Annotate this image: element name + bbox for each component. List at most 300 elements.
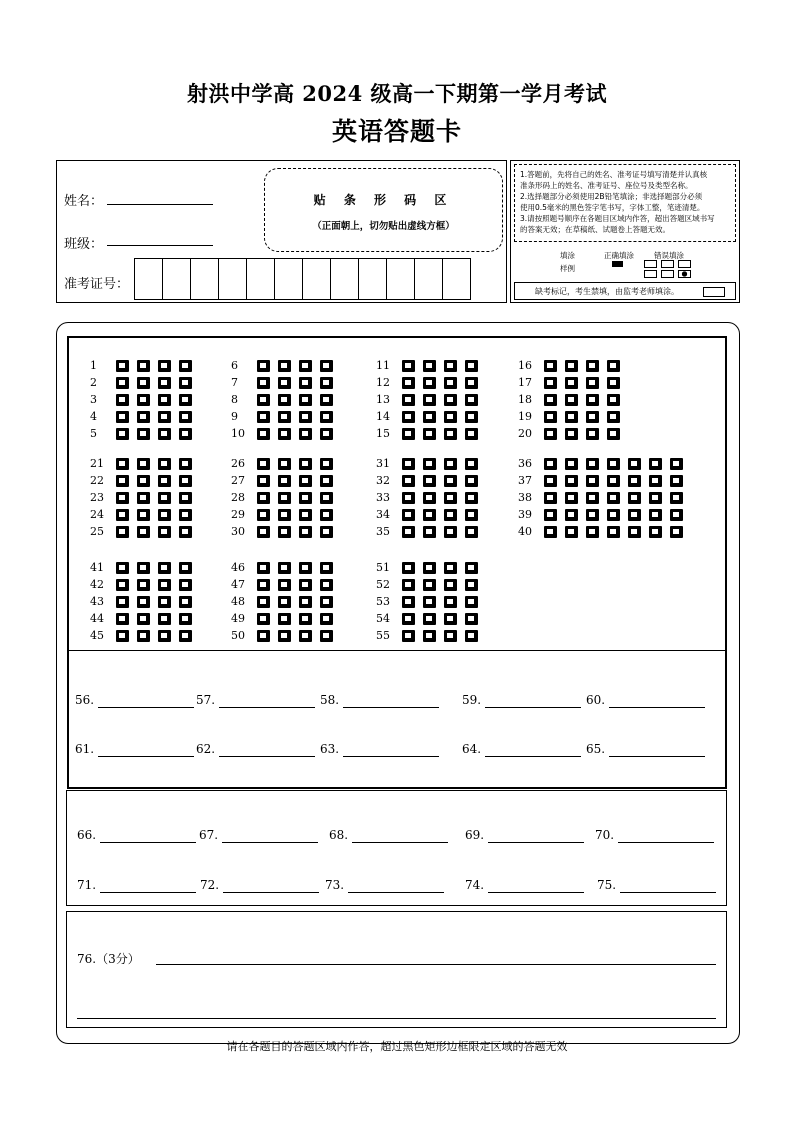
answer-bubble[interactable] bbox=[320, 458, 333, 470]
answer-bubble[interactable] bbox=[278, 394, 291, 406]
answer-bubble[interactable] bbox=[586, 509, 599, 521]
answer-bubble[interactable] bbox=[137, 492, 150, 504]
answer-bubble[interactable] bbox=[257, 411, 270, 423]
answer-bubble[interactable] bbox=[444, 579, 457, 591]
answer-bubble[interactable] bbox=[423, 377, 436, 389]
answer-bubble[interactable] bbox=[257, 377, 270, 389]
answer-bubble[interactable] bbox=[402, 458, 415, 470]
answer-bubble[interactable] bbox=[544, 428, 557, 440]
answer-bubble[interactable] bbox=[257, 526, 270, 538]
answer-bubble[interactable] bbox=[565, 428, 578, 440]
answer-bubble[interactable] bbox=[179, 562, 192, 574]
answer-bubble[interactable] bbox=[649, 475, 662, 487]
blank-number: 58. bbox=[320, 693, 340, 707]
answer-bubble[interactable] bbox=[278, 630, 291, 642]
answer-bubble[interactable] bbox=[179, 360, 192, 372]
answer-bubble[interactable] bbox=[607, 458, 620, 470]
answer-bubble[interactable] bbox=[137, 630, 150, 642]
answer-bubble[interactable] bbox=[158, 562, 171, 574]
id-cell[interactable] bbox=[163, 258, 191, 300]
blank-answer-line[interactable] bbox=[223, 892, 319, 893]
answer-bubble[interactable] bbox=[116, 596, 129, 608]
instruction-line: 1.答题前，先将自己的姓名、准考证号填写清楚并认真核 bbox=[520, 170, 708, 179]
question-number: 8 bbox=[231, 393, 238, 406]
answer-bubble[interactable] bbox=[299, 509, 312, 521]
answer-bubble[interactable] bbox=[628, 526, 641, 538]
answer-bubble[interactable] bbox=[179, 630, 192, 642]
answer-bubble[interactable] bbox=[116, 579, 129, 591]
answer-bubble[interactable] bbox=[299, 579, 312, 591]
answer-bubble[interactable] bbox=[257, 509, 270, 521]
answer-bubble[interactable] bbox=[444, 360, 457, 372]
answer-bubble[interactable] bbox=[586, 360, 599, 372]
answer-bubble[interactable] bbox=[628, 458, 641, 470]
question-number: 42 bbox=[90, 578, 104, 591]
blank-answer-line[interactable] bbox=[219, 707, 315, 708]
answer-bubble[interactable] bbox=[137, 360, 150, 372]
answer-bubble[interactable] bbox=[320, 579, 333, 591]
answer-bubble[interactable] bbox=[402, 428, 415, 440]
id-cell[interactable] bbox=[415, 258, 443, 300]
blank-answer-line[interactable] bbox=[100, 842, 196, 843]
answer-bubble[interactable] bbox=[116, 360, 129, 372]
answer-bubble[interactable] bbox=[137, 613, 150, 625]
answer-bubble[interactable] bbox=[465, 492, 478, 504]
answer-bubble[interactable] bbox=[423, 475, 436, 487]
answer-bubble[interactable] bbox=[423, 394, 436, 406]
answer-bubble[interactable] bbox=[299, 613, 312, 625]
answer-bubble[interactable] bbox=[402, 526, 415, 538]
answer-bubble[interactable] bbox=[444, 428, 457, 440]
answer-bubble[interactable] bbox=[444, 394, 457, 406]
answer-bubble[interactable] bbox=[320, 596, 333, 608]
answer-bubble[interactable] bbox=[465, 475, 478, 487]
answer-bubble[interactable] bbox=[158, 360, 171, 372]
answer-bubble[interactable] bbox=[137, 509, 150, 521]
answer-bubble[interactable] bbox=[444, 377, 457, 389]
answer-bubble[interactable] bbox=[465, 411, 478, 423]
answer-bubble[interactable] bbox=[607, 492, 620, 504]
answer-bubble[interactable] bbox=[628, 509, 641, 521]
answer-bubble[interactable] bbox=[565, 492, 578, 504]
answer-bubble[interactable] bbox=[423, 526, 436, 538]
answer-bubble[interactable] bbox=[444, 411, 457, 423]
question-number: 27 bbox=[231, 474, 245, 487]
id-cell[interactable] bbox=[135, 258, 163, 300]
answer-bubble[interactable] bbox=[299, 428, 312, 440]
answer-bubble[interactable] bbox=[544, 492, 557, 504]
answer-bubble[interactable] bbox=[137, 579, 150, 591]
answer-bubble[interactable] bbox=[423, 492, 436, 504]
instruction-line: 使用0.5毫米的黑色签字笔书写，字体工整，笔迹清楚。 bbox=[520, 203, 705, 212]
answer-bubble[interactable] bbox=[607, 411, 620, 423]
id-cell[interactable] bbox=[275, 258, 303, 300]
answer-bubble[interactable] bbox=[278, 377, 291, 389]
answer-bubble[interactable] bbox=[179, 509, 192, 521]
name-field[interactable] bbox=[107, 204, 213, 205]
answer-bubble[interactable] bbox=[465, 596, 478, 608]
answer-bubble[interactable] bbox=[544, 509, 557, 521]
answer-bubble[interactable] bbox=[299, 411, 312, 423]
answer-bubble[interactable] bbox=[544, 411, 557, 423]
answer-bubble[interactable] bbox=[465, 509, 478, 521]
answer-bubble[interactable] bbox=[320, 360, 333, 372]
question-number: 24 bbox=[90, 508, 104, 521]
id-cell[interactable] bbox=[359, 258, 387, 300]
answer-bubble[interactable] bbox=[320, 526, 333, 538]
question-number: 55 bbox=[376, 629, 390, 642]
answer-bubble[interactable] bbox=[586, 394, 599, 406]
answer-bubble[interactable] bbox=[116, 475, 129, 487]
answer-bubble[interactable] bbox=[670, 475, 683, 487]
answer-bubble[interactable] bbox=[179, 613, 192, 625]
answer-bubble[interactable] bbox=[320, 411, 333, 423]
answer-bubble[interactable] bbox=[607, 394, 620, 406]
answer-bubble[interactable] bbox=[158, 596, 171, 608]
answer-bubble[interactable] bbox=[116, 428, 129, 440]
id-cell[interactable] bbox=[303, 258, 331, 300]
answer-bubble[interactable] bbox=[670, 458, 683, 470]
answer-bubble[interactable] bbox=[444, 630, 457, 642]
blank-answer-line[interactable] bbox=[348, 892, 444, 893]
answer-bubble[interactable] bbox=[565, 509, 578, 521]
answer-bubble[interactable] bbox=[586, 428, 599, 440]
blank-answer-line[interactable] bbox=[98, 707, 194, 708]
answer-bubble[interactable] bbox=[320, 509, 333, 521]
answer-bubble[interactable] bbox=[278, 411, 291, 423]
answer-bubble[interactable] bbox=[444, 492, 457, 504]
answer-bubble[interactable] bbox=[402, 579, 415, 591]
answer-bubble[interactable] bbox=[465, 630, 478, 642]
id-cell[interactable] bbox=[443, 258, 471, 300]
answer-bubble[interactable] bbox=[465, 377, 478, 389]
answer-bubble[interactable] bbox=[649, 492, 662, 504]
answer-bubble[interactable] bbox=[278, 613, 291, 625]
answer-bubble[interactable] bbox=[465, 394, 478, 406]
answer-bubble[interactable] bbox=[257, 562, 270, 574]
answer-bubble[interactable] bbox=[402, 562, 415, 574]
id-cell[interactable] bbox=[191, 258, 219, 300]
answer-bubble[interactable] bbox=[320, 394, 333, 406]
blank-answer-line[interactable] bbox=[488, 842, 584, 843]
example-label: 样例 bbox=[560, 264, 575, 273]
blank-number: 60. bbox=[586, 693, 606, 707]
answer-bubble[interactable] bbox=[444, 475, 457, 487]
answer-bubble[interactable] bbox=[320, 492, 333, 504]
answer-bubble[interactable] bbox=[179, 411, 192, 423]
answer-bubble[interactable] bbox=[179, 596, 192, 608]
question-number: 31 bbox=[376, 457, 390, 470]
answer-bubble[interactable] bbox=[257, 458, 270, 470]
answer-bubble[interactable] bbox=[116, 562, 129, 574]
answer-bubble[interactable] bbox=[179, 394, 192, 406]
answer-bubble[interactable] bbox=[299, 394, 312, 406]
answer-bubble[interactable] bbox=[158, 428, 171, 440]
answer-bubble[interactable] bbox=[586, 377, 599, 389]
answer-bubble[interactable] bbox=[278, 579, 291, 591]
answer-bubble[interactable] bbox=[137, 526, 150, 538]
answer-bubble[interactable] bbox=[649, 458, 662, 470]
answer-bubble[interactable] bbox=[465, 360, 478, 372]
answer-bubble[interactable] bbox=[423, 509, 436, 521]
question-number: 43 bbox=[90, 595, 104, 608]
answer-bubble[interactable] bbox=[158, 579, 171, 591]
answer-bubble[interactable] bbox=[565, 377, 578, 389]
answer-bubble[interactable] bbox=[278, 360, 291, 372]
answer-bubble[interactable] bbox=[158, 492, 171, 504]
question-number: 15 bbox=[376, 427, 390, 440]
answer-bubble[interactable] bbox=[423, 579, 436, 591]
answer-bubble[interactable] bbox=[116, 411, 129, 423]
answer-bubble[interactable] bbox=[465, 458, 478, 470]
question-number: 6 bbox=[231, 359, 238, 372]
answer-bubble[interactable] bbox=[607, 428, 620, 440]
answer-bubble[interactable] bbox=[278, 492, 291, 504]
answer-bubble[interactable] bbox=[423, 596, 436, 608]
class-field[interactable] bbox=[107, 245, 213, 246]
blank-answer-line[interactable] bbox=[352, 842, 448, 843]
answer-bubble[interactable] bbox=[565, 394, 578, 406]
answer-bubble[interactable] bbox=[158, 411, 171, 423]
answer-bubble[interactable] bbox=[278, 509, 291, 521]
answer-bubble[interactable] bbox=[137, 596, 150, 608]
answer-bubble[interactable] bbox=[299, 492, 312, 504]
answer-bubble[interactable] bbox=[158, 509, 171, 521]
answer-bubble[interactable] bbox=[586, 458, 599, 470]
answer-bubble[interactable] bbox=[158, 458, 171, 470]
answer-bubble[interactable] bbox=[423, 562, 436, 574]
blank-answer-line[interactable] bbox=[100, 892, 196, 893]
instruction-line: 准条形码上的姓名、准考证号、座位号及类型名称。 bbox=[520, 181, 693, 190]
answer-bubble[interactable] bbox=[257, 630, 270, 642]
answer-bubble[interactable] bbox=[465, 613, 478, 625]
answer-bubble[interactable] bbox=[278, 526, 291, 538]
answer-bubble[interactable] bbox=[320, 475, 333, 487]
answer-bubble[interactable] bbox=[607, 360, 620, 372]
answer-bubble[interactable] bbox=[444, 458, 457, 470]
blank-answer-line[interactable] bbox=[98, 756, 194, 757]
answer-bubble[interactable] bbox=[257, 579, 270, 591]
answer-bubble[interactable] bbox=[423, 360, 436, 372]
answer-bubble[interactable] bbox=[423, 630, 436, 642]
answer-bubble[interactable] bbox=[179, 475, 192, 487]
blank-answer-line[interactable] bbox=[618, 842, 714, 843]
answer-bubble[interactable] bbox=[544, 526, 557, 538]
answer-bubble[interactable] bbox=[402, 411, 415, 423]
answer-bubble[interactable] bbox=[565, 458, 578, 470]
answer-bubble[interactable] bbox=[179, 458, 192, 470]
id-cell[interactable] bbox=[331, 258, 359, 300]
answer-bubble[interactable] bbox=[607, 475, 620, 487]
answer-bubble[interactable] bbox=[137, 394, 150, 406]
answer-bubble[interactable] bbox=[179, 377, 192, 389]
answer-bubble[interactable] bbox=[402, 596, 415, 608]
answer-bubble[interactable] bbox=[320, 630, 333, 642]
answer-bubble[interactable] bbox=[299, 596, 312, 608]
answer-bubble[interactable] bbox=[278, 596, 291, 608]
answer-bubble[interactable] bbox=[402, 377, 415, 389]
essay-line-1[interactable] bbox=[156, 964, 716, 965]
answer-bubble[interactable] bbox=[137, 458, 150, 470]
blank-answer-line[interactable] bbox=[485, 707, 581, 708]
answer-bubble[interactable] bbox=[465, 562, 478, 574]
answer-bubble[interactable] bbox=[670, 509, 683, 521]
answer-bubble[interactable] bbox=[402, 630, 415, 642]
answer-bubble[interactable] bbox=[158, 526, 171, 538]
essay-line-2[interactable] bbox=[77, 1018, 716, 1019]
fill-in-box-2 bbox=[66, 790, 727, 906]
id-cell[interactable] bbox=[387, 258, 415, 300]
answer-bubble[interactable] bbox=[586, 526, 599, 538]
answer-bubble[interactable] bbox=[607, 526, 620, 538]
answer-bubble[interactable] bbox=[544, 377, 557, 389]
answer-bubble[interactable] bbox=[402, 394, 415, 406]
blank-answer-line[interactable] bbox=[620, 892, 716, 893]
answer-bubble[interactable] bbox=[179, 579, 192, 591]
answer-bubble[interactable] bbox=[257, 475, 270, 487]
answer-bubble[interactable] bbox=[402, 492, 415, 504]
answer-bubble[interactable] bbox=[158, 377, 171, 389]
answer-bubble[interactable] bbox=[299, 562, 312, 574]
absent-label: 缺考标记，考生禁填，由监考老师填涂。 bbox=[535, 287, 679, 296]
answer-bubble[interactable] bbox=[565, 360, 578, 372]
answer-bubble[interactable] bbox=[179, 526, 192, 538]
answer-bubble[interactable] bbox=[257, 394, 270, 406]
answer-bubble[interactable] bbox=[158, 630, 171, 642]
blank-number: 57. bbox=[196, 693, 216, 707]
answer-bubble[interactable] bbox=[544, 394, 557, 406]
essay-box bbox=[66, 911, 727, 1028]
answer-bubble[interactable] bbox=[423, 613, 436, 625]
blank-answer-line[interactable] bbox=[343, 756, 439, 757]
answer-bubble[interactable] bbox=[158, 475, 171, 487]
answer-bubble[interactable] bbox=[465, 579, 478, 591]
question-number: 10 bbox=[231, 427, 245, 440]
answer-bubble[interactable] bbox=[179, 428, 192, 440]
answer-bubble[interactable] bbox=[179, 492, 192, 504]
answer-bubble[interactable] bbox=[670, 492, 683, 504]
blank-answer-line[interactable] bbox=[343, 707, 439, 708]
answer-bubble[interactable] bbox=[299, 526, 312, 538]
answer-bubble[interactable] bbox=[444, 596, 457, 608]
answer-bubble[interactable] bbox=[586, 475, 599, 487]
answer-bubble[interactable] bbox=[670, 526, 683, 538]
answer-bubble[interactable] bbox=[320, 428, 333, 440]
answer-bubble[interactable] bbox=[257, 428, 270, 440]
answer-bubble[interactable] bbox=[116, 630, 129, 642]
absent-checkbox[interactable] bbox=[703, 287, 725, 297]
answer-bubble[interactable] bbox=[565, 526, 578, 538]
blank-answer-line[interactable] bbox=[222, 842, 318, 843]
exam-id-cells[interactable] bbox=[134, 258, 471, 300]
wrong-fill-label: 错误填涂 bbox=[654, 251, 684, 260]
answer-bubble[interactable] bbox=[607, 377, 620, 389]
question-number: 46 bbox=[231, 561, 245, 574]
answer-bubble[interactable] bbox=[137, 428, 150, 440]
answer-bubble[interactable] bbox=[299, 377, 312, 389]
id-cell[interactable] bbox=[247, 258, 275, 300]
blank-number: 68. bbox=[329, 828, 349, 842]
answer-bubble[interactable] bbox=[299, 458, 312, 470]
answer-bubble[interactable] bbox=[278, 562, 291, 574]
blank-answer-line[interactable] bbox=[485, 756, 581, 757]
answer-bubble[interactable] bbox=[116, 526, 129, 538]
answer-bubble[interactable] bbox=[158, 394, 171, 406]
answer-bubble[interactable] bbox=[116, 509, 129, 521]
answer-bubble[interactable] bbox=[402, 509, 415, 521]
answer-bubble[interactable] bbox=[299, 630, 312, 642]
answer-bubble[interactable] bbox=[423, 411, 436, 423]
answer-bubble[interactable] bbox=[423, 428, 436, 440]
answer-bubble[interactable] bbox=[278, 458, 291, 470]
answer-bubble[interactable] bbox=[586, 492, 599, 504]
answer-bubble[interactable] bbox=[565, 411, 578, 423]
answer-bubble[interactable] bbox=[257, 596, 270, 608]
wrong-mark-half bbox=[661, 270, 674, 278]
answer-bubble[interactable] bbox=[137, 411, 150, 423]
question-number: 1 bbox=[90, 359, 97, 372]
answer-bubble[interactable] bbox=[649, 526, 662, 538]
answer-bubble[interactable] bbox=[565, 475, 578, 487]
answer-bubble[interactable] bbox=[116, 377, 129, 389]
answer-bubble[interactable] bbox=[320, 613, 333, 625]
answer-bubble[interactable] bbox=[116, 394, 129, 406]
answer-bubble[interactable] bbox=[137, 562, 150, 574]
question-number: 5 bbox=[90, 427, 97, 440]
answer-bubble[interactable] bbox=[444, 526, 457, 538]
answer-bubble[interactable] bbox=[257, 492, 270, 504]
answer-bubble[interactable] bbox=[137, 475, 150, 487]
question-number: 37 bbox=[518, 474, 532, 487]
blank-answer-line[interactable] bbox=[609, 756, 705, 757]
answer-bubble[interactable] bbox=[320, 377, 333, 389]
blank-answer-line[interactable] bbox=[488, 892, 584, 893]
answer-bubble[interactable] bbox=[158, 613, 171, 625]
answer-bubble[interactable] bbox=[649, 509, 662, 521]
answer-bubble[interactable] bbox=[402, 360, 415, 372]
answer-bubble[interactable] bbox=[137, 377, 150, 389]
answer-bubble[interactable] bbox=[444, 562, 457, 574]
answer-bubble[interactable] bbox=[544, 458, 557, 470]
answer-bubble[interactable] bbox=[586, 411, 599, 423]
blank-answer-line[interactable] bbox=[609, 707, 705, 708]
answer-bubble[interactable] bbox=[465, 526, 478, 538]
answer-bubble[interactable] bbox=[278, 428, 291, 440]
answer-bubble[interactable] bbox=[299, 475, 312, 487]
answer-bubble[interactable] bbox=[444, 509, 457, 521]
answer-bubble[interactable] bbox=[628, 475, 641, 487]
answer-bubble[interactable] bbox=[116, 458, 129, 470]
answer-bubble[interactable] bbox=[320, 562, 333, 574]
answer-bubble[interactable] bbox=[257, 360, 270, 372]
answer-bubble[interactable] bbox=[607, 509, 620, 521]
answer-bubble[interactable] bbox=[628, 492, 641, 504]
answer-bubble[interactable] bbox=[116, 613, 129, 625]
answer-bubble[interactable] bbox=[402, 613, 415, 625]
answer-bubble[interactable] bbox=[257, 613, 270, 625]
blank-answer-line[interactable] bbox=[219, 756, 315, 757]
answer-bubble[interactable] bbox=[444, 613, 457, 625]
answer-bubble[interactable] bbox=[544, 360, 557, 372]
answer-bubble[interactable] bbox=[278, 475, 291, 487]
answer-bubble[interactable] bbox=[465, 428, 478, 440]
answer-bubble[interactable] bbox=[423, 458, 436, 470]
id-cell[interactable] bbox=[219, 258, 247, 300]
answer-bubble[interactable] bbox=[402, 475, 415, 487]
answer-bubble[interactable] bbox=[299, 360, 312, 372]
answer-bubble[interactable] bbox=[116, 492, 129, 504]
answer-bubble[interactable] bbox=[544, 475, 557, 487]
